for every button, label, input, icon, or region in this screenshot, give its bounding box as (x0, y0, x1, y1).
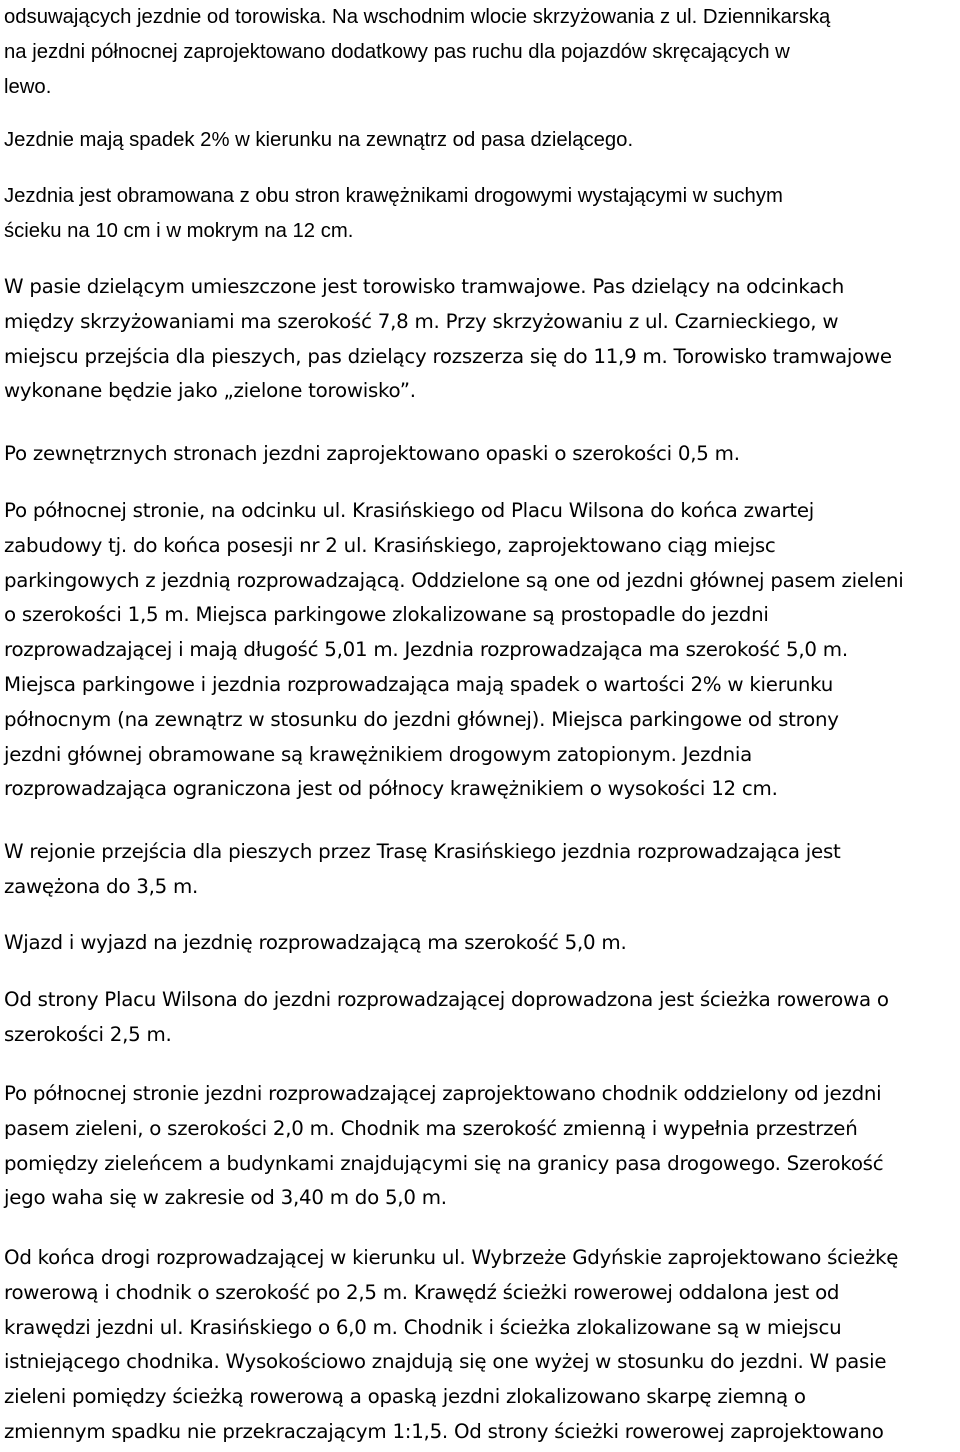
paragraph-bike-path (4, 983, 956, 1053)
text-line: jezdni głównej obramowane są krawężnikiem drogowym zatopionym. Jezdnia (4, 742, 752, 766)
text-line: odsuwających jezdnie od torowiska. Na wschodnim wlocie skrzyżowania z ul. Dziennikarską (4, 6, 831, 28)
text-line: istniejącego chodnika. Wysokościowo znajdują się one wyżej w stosunku do jezdni. W pasie (4, 1350, 887, 1374)
text-line: rowerową i chodnik o szerokość po 2,5 m. Krawędź ścieżki rowerowej oddalona jest od (4, 1280, 840, 1304)
text-line: W rejonie przejścia dla pieszych przez Trasę Krasińskiego jezdnia rozprowadzająca jest (4, 840, 841, 863)
paragraph-parking (4, 494, 956, 807)
text-line: o szerokości 1,5 m. Miejsca parkingowe zlokalizowane są prostopadle do jezdni (4, 603, 769, 627)
paragraph-embankment (4, 1241, 956, 1450)
text-line: rozprowadzająca ograniczona jest od północy krawężnikiem o wysokości 12 cm. (4, 777, 778, 801)
paragraph-curbs (4, 179, 956, 249)
text-line: Wjazd i wyjazd na jezdnię rozprowadzającą ma szerokość 5,0 m. (4, 931, 627, 954)
text-line: szerokości 2,5 m. (4, 1022, 172, 1046)
text-line: Po północnej stronie, na odcinku ul. Krasińskiego od Placu Wilsona do końca zwartej (4, 499, 815, 522)
text-line: zawężona do 3,5 m. (4, 874, 199, 898)
text-line: pasem zieleni, o szerokości 2,0 m. Chodnik ma szerokość zmienną i wypełnia przestrzeń (4, 1116, 858, 1140)
text-line: rozprowadzającej i mają długość 5,01 m. Jezdnia rozprowadzająca ma szerokość 5,0 m. (4, 638, 848, 662)
text-line: Jezdnia jest obramowana z obu stron krawężnikami drogowymi wystającymi w suchym (4, 185, 783, 207)
text-line: Po północnej stronie jezdni rozprowadzającej zaprojektowano chodnik oddzielony od jezdni (4, 1082, 882, 1105)
text-line: krawędzi jezdni ul. Krasińskiego o 6,0 m. Chodnik i ścieżka zlokalizowane są w miejscu (4, 1315, 842, 1339)
text-line: zieleni pomiędzy ścieżką rowerową a opaską jezdni zlokalizowano skarpę ziemną o (4, 1385, 806, 1409)
paragraph-tram-track (4, 270, 956, 409)
text-line: miejscu przejścia dla pieszych, pas dzielący rozszerza się do 11,9 m. Torowisko tramwajowe (4, 344, 892, 368)
paragraph-slope (4, 123, 956, 158)
text-line: parkingowych z jezdnią rozprowadzającą. Oddzielone są one od jezdni głównej pasem zieleni (4, 568, 904, 592)
paragraph-entry-exit (4, 926, 956, 961)
text-line: Miejsca parkingowe i jezdnia rozprowadzająca mają spadek o wartości 2% w kierunku (4, 672, 834, 696)
text-line: lewo. (4, 75, 52, 98)
text-line: Od końca drogi rozprowadzającej w kierunku ul. Wybrzeże Gdyńskie zaprojektowano ścieżkę (4, 1246, 899, 1269)
text-line: wykonane będzie jako „zielone torowisko”. (4, 379, 416, 403)
paragraph-sidewalk (4, 1077, 956, 1216)
text-line: Jezdnie mają spadek 2% w kierunku na zewnątrz od pasa dzielącego. (4, 129, 634, 151)
text-line: W pasie dzielącym umieszczone jest torowisko tramwajowe. Pas dzielący na odcinkach (4, 275, 845, 298)
paragraph-crossing (4, 835, 956, 905)
text-line: na jezdni północnej zaprojektowano dodatkowy pas ruchu dla pojazdów skręcających w (4, 40, 790, 63)
text-line: Od strony Placu Wilsona do jezdni rozprowadzającej doprowadzona jest ścieżka rowerowa o (4, 988, 889, 1011)
text-line: północnym (na zewnątrz w stosunku do jezdni głównej). Miejsca parkingowe od strony (4, 707, 839, 731)
text-line: zabudowy tj. do końca posesji nr 2 ul. Krasińskiego, zaprojektowano ciąg miejsc (4, 533, 776, 557)
text-line: Po zewnętrznych stronach jezdni zaprojektowano opaski o szerokości 0,5 m. (4, 442, 740, 465)
paragraph-shoulders (4, 437, 956, 472)
text-line: między skrzyżowaniami ma szerokość 7,8 m. Przy skrzyżowaniu z ul. Czarnieckiego, w (4, 309, 839, 333)
paragraph-turn-lanes (4, 0, 956, 104)
text-line: jego waha się w zakresie od 3,40 m do 5,0 m. (4, 1186, 447, 1210)
text-line: ścieku na 10 cm i w mokrym na 12 cm. (4, 219, 354, 242)
text-line: zmiennym spadku nie przekraczającym 1:1,5. Od strony ścieżki rowerowej zaprojektowano (4, 1419, 884, 1443)
text-line: pomiędzy zieleńcem a budynkami znajdującymi się na granicy pasa drogowego. Szerokość (4, 1151, 884, 1175)
